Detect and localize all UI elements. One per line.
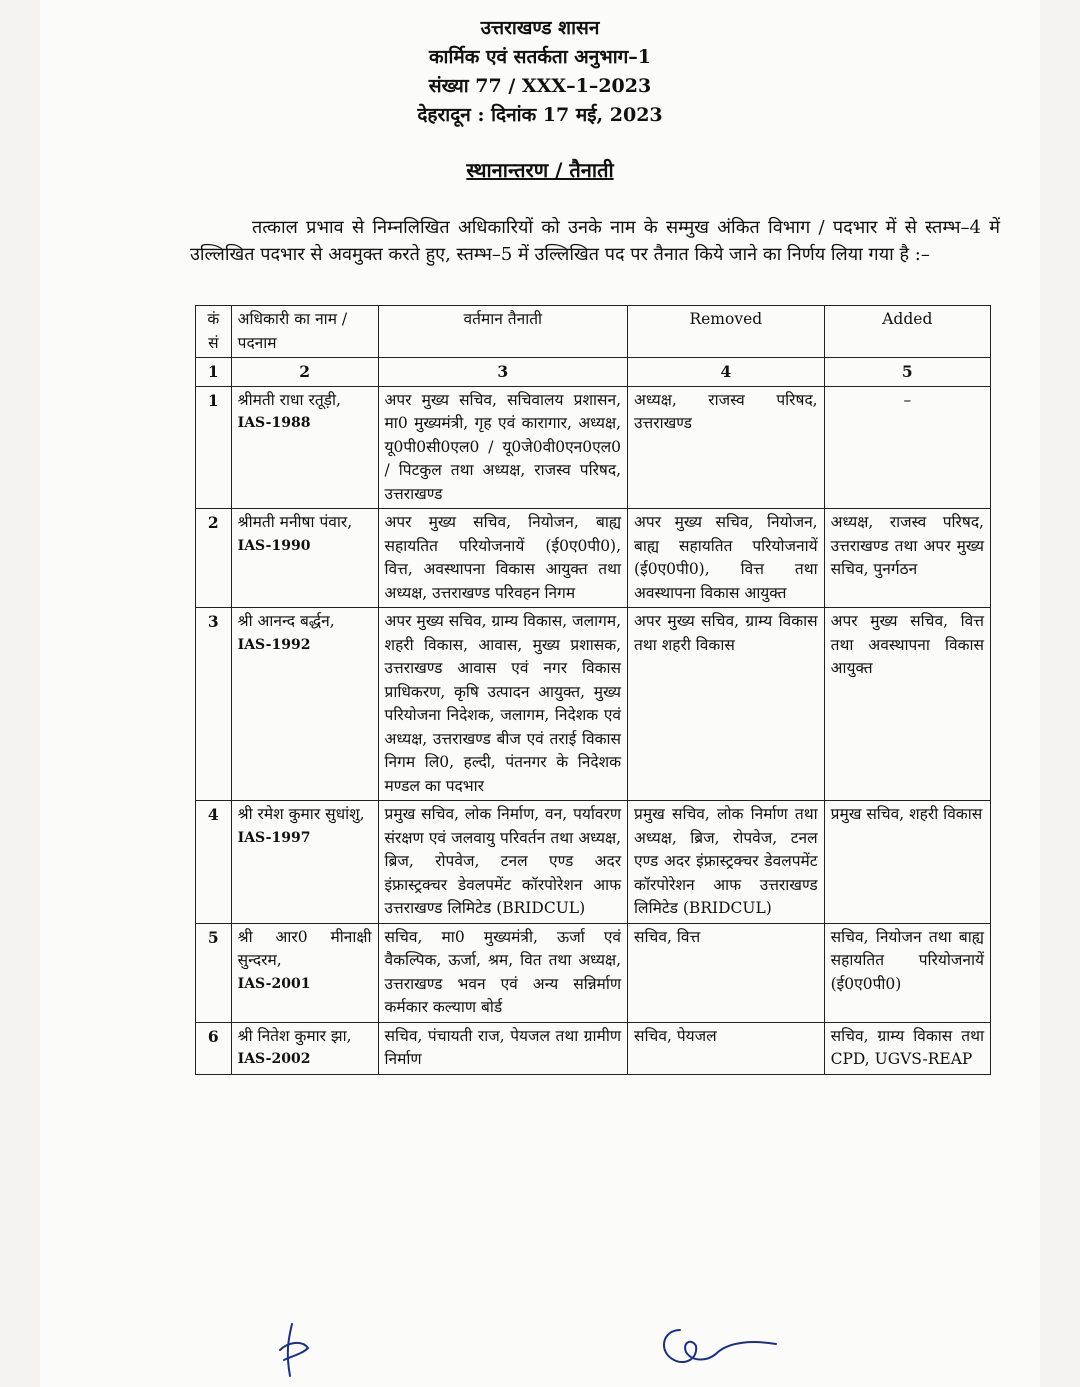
header-government: उत्तराखण्ड शासन: [480, 17, 600, 39]
added-posting: प्रमुख सचिव, शहरी विकास: [824, 801, 990, 924]
removed-posting: अध्यक्ष, राजस्व परिषद, उत्तराखण्ड: [628, 386, 825, 509]
officer-cell: [231, 1022, 378, 1074]
current-posting: अपर मुख्य सचिव, ग्राम्य विकास, जलागम, शहरी विकास, आवास, मुख्य प्रशासक, उत्तराखण्ड आवास एवं नगर विकास प्राधिकरण, कृषि उत्पादन आयुक्त, मुख्य परियोजना निदेशक, जलागम, निदेशक एवं अध्यक्ष, उत्तराखण्ड बीज एवं तराई विकास निगम लि0, हल्दी, पंतनगर के निदेशक मण्डल का पदभार: [378, 608, 628, 801]
officer-cell: [231, 509, 378, 608]
subject-title: स्थानान्तरण / तैनाती: [466, 158, 614, 182]
row-sno: 2: [196, 509, 232, 608]
officer-cell: [231, 608, 378, 801]
added-posting: सचिव, ग्राम्य विकास तथा CPD, UGVS-REAP: [824, 1022, 990, 1074]
officer-name: श्री रमेश कुमार सुधांशु,: [237, 805, 365, 823]
row-sno: 3: [196, 608, 232, 801]
col-number: 4: [628, 358, 825, 387]
col-number: 2: [231, 358, 378, 387]
current-posting: सचिव, पंचायती राज, पेयजल तथा ग्रामीण निर्माण: [378, 1022, 628, 1074]
added-posting: अपर मुख्य सचिव, वित्त तथा अवस्थापना विकास आयुक्त: [824, 608, 990, 801]
added-posting: सचिव, नियोजन तथा बाह्य सहायतित परियोजनायें (ई0ए0पी0): [824, 923, 990, 1022]
officer-name: श्री आर0 मीनाक्षी सुन्दरम,: [237, 927, 372, 969]
col-number: 1: [196, 358, 232, 387]
col-number: 3: [378, 358, 628, 387]
current-posting: अपर मुख्य सचिव, सचिवालय प्रशासन, मा0 मुख्यमंत्री, गृह एवं कारागार, अध्यक्ष, यू0पी0सी0एल0 / यू0जे0वी0एन0एल0 / पिटकुल तथा अध्यक्ष, राजस्व परिषद, उत्तराखण्ड: [378, 386, 628, 509]
table-row: [196, 923, 991, 1022]
col-number: 5: [824, 358, 990, 387]
header-place-date: देहरादून : दिनांक 17 मई, 2023: [417, 104, 663, 126]
removed-posting: सचिव, वित्त: [628, 923, 825, 1022]
added-posting: –: [824, 386, 990, 509]
officer-batch: IAS-2002: [237, 1051, 311, 1067]
removed-posting: अपर मुख्य सचिव, नियोजन, बाह्य सहायतित परियोजनायें (ई0ए0पी0), वित्त तथा अवस्थापना विकास आयुक्त: [628, 509, 825, 608]
officer-cell: [231, 386, 378, 509]
table-row: [196, 608, 991, 801]
table-header-row: [196, 306, 991, 358]
intro-text: तत्काल प्रभाव से निम्नलिखित अधिकारियों को उनके नाम के सम्मुख अंकित विभाग / पदभार में से स्तम्भ–4 में उल्लिखित पदभार से अवमुक्त करते हुए, स्तम्भ–5 में उल्लिखित पद पर तैनात किये जाने का निर्णय लिया गया है :–: [190, 217, 1000, 265]
officer-batch: IAS-1988: [237, 415, 311, 431]
document-page: [40, 0, 1040, 1387]
row-sno: 4: [196, 801, 232, 924]
current-posting: अपर मुख्य सचिव, नियोजन, बाह्य सहायतित परियोजनायें (ई0ए0पी0), वित्त, अवस्थापना विकास आयुक्त तथा अध्यक्ष, उत्तराखण्ड परिवहन निगम: [378, 509, 628, 608]
header-department: कार्मिक एवं सतर्कता अनुभाग–1: [428, 46, 652, 68]
officer-batch: IAS-1992: [237, 636, 311, 653]
header-removed: Removed: [628, 306, 825, 358]
row-sno: 6: [196, 1022, 232, 1074]
officer-cell: [231, 923, 378, 1022]
column-number-row: [196, 358, 991, 387]
header-current-posting: वर्तमान तैनाती: [378, 306, 628, 358]
removed-posting: सचिव, पेयजल: [628, 1022, 825, 1074]
current-posting: प्रमुख सचिव, लोक निर्माण, वन, पर्यावरण संरक्षण एवं जलवायु परिवर्तन तथा अध्यक्ष, ब्रिज, रोपवेज, टनल एण्ड अदर इंफ्रास्ट्रक्चर डेवलपमेंट कॉरपोरेशन आफ उत्तराखण्ड लिमिटेड (BRIDCUL): [378, 801, 628, 924]
officer-batch: IAS-1990: [237, 537, 311, 554]
signature-initial-left: [262, 1320, 322, 1380]
table-row: [196, 509, 991, 608]
officer-batch: IAS-1997: [237, 829, 311, 846]
officer-cell: [231, 801, 378, 924]
officer-name: श्री नितेश कुमार झा,: [237, 1026, 352, 1045]
signature-initial-right: [652, 1318, 782, 1373]
current-posting: सचिव, मा0 मुख्यमंत्री, ऊर्जा एवं वैकल्पिक, ऊर्जा, श्रम, वित तथा अध्यक्ष, उत्तराखण्ड भवन एवं अन्य सन्निर्माण कर्मकार कल्याण बोर्ड: [378, 923, 628, 1022]
header-order-number: संख्या 77 / XXX–1–2023: [428, 75, 652, 97]
added-posting: अध्यक्ष, राजस्व परिषद, उत्तराखण्ड तथा अपर मुख्य सचिव, पुनर्गठन: [824, 509, 990, 608]
table-row: [196, 1022, 991, 1074]
intro-paragraph: [190, 214, 1000, 268]
row-sno: 1: [196, 386, 232, 509]
officer-name: श्रीमती मनीषा पंवार,: [237, 513, 353, 531]
table-row: [196, 386, 991, 509]
officer-name: श्रीमती राधा रतूड़ी,: [237, 390, 341, 409]
header-sno: कं सं: [196, 306, 232, 358]
row-sno: 5: [196, 923, 232, 1022]
transfer-table: [195, 305, 991, 1075]
header-officer: अधिकारी का नाम / पदनाम: [231, 306, 378, 358]
officer-name: श्री आनन्द बर्द्धन,: [237, 612, 335, 630]
table-row: [196, 801, 991, 924]
letter-header: [40, 14, 1040, 130]
removed-posting: प्रमुख सचिव, लोक निर्माण तथा अध्यक्ष, ब्रिज, रोपवेज, टनल एण्ड अदर इंफ्रास्ट्रक्चर डेवलपमेंट कॉरपोरेशन आफ उत्तराखण्ड लिमिटेड (BRIDCUL): [628, 801, 825, 924]
header-added: Added: [824, 306, 990, 358]
officer-batch: IAS-2001: [237, 975, 311, 992]
removed-posting: अपर मुख्य सचिव, ग्राम्य विकास तथा शहरी विकास: [628, 608, 825, 801]
